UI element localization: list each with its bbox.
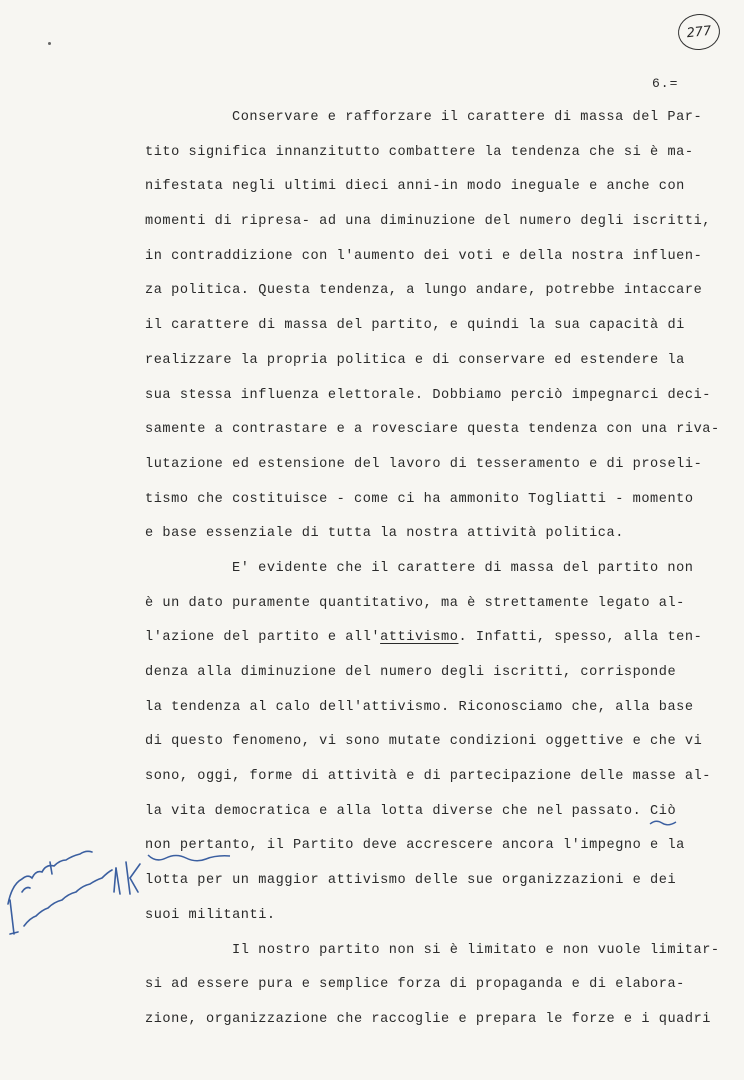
page-stamp [676,12,722,52]
text-line: non pertanto, il Partito deve accrescere ancora l'impegno e la [145,838,685,854]
text-line: lutazione ed estensione del lavoro di tesseramento e di proseli- [145,456,703,472]
stamp-number: 277 [685,23,713,41]
wavy-mark-cio [648,818,678,828]
text-line: suoi militanti. [145,907,276,923]
page-number: 6.= [652,76,679,91]
text-line: E' evidente che il carattere di massa del partito non [232,560,694,576]
text-line: Conservare e rafforzare il carattere di massa del Par- [232,110,703,125]
text-line: la vita democratica e alla lotta diverse che nel passato. Ciò [145,803,677,819]
text-line: samente a contrastare e a rovesciare questa tendenza con una riva- [145,422,720,438]
text-line: in contraddizione con l'aumento dei voti e della nostra influen- [145,248,703,264]
text-line: è un dato puramente quantitativo, ma è strettamente legato al- [145,595,685,611]
text-line: zione, organizzazione che raccoglie e prepara le forze e i quadri [145,1011,711,1027]
text-line: Il nostro partito non si è limitato e non vuole limitar- [232,942,720,958]
text-line: la tendenza al calo dell'attivismo. Riconosciamo che, alla base [145,699,694,715]
text-segment: l'azione del partito e all' [145,630,381,646]
text-line: si ad essere pura e semplice forza di propaganda e di elabora- [145,977,685,993]
text-line: momenti di ripresa- ad una diminuzione del numero degli iscritti, [145,214,711,230]
text-line [145,626,725,661]
text-line: lotta per un maggior attivismo delle sue organizzazioni e dei [145,873,677,889]
body-text [145,106,725,1043]
wavy-mark-non [146,851,232,865]
text-line: e base essenziale di tutta la nostra attività politica. [145,526,624,542]
text-line: za politica. Questa tendenza, a lungo andare, potrebbe intaccare [145,283,703,299]
text-line: il carattere di massa del partito, e quindi la sua capacità di [145,318,685,334]
text-line: tito significa innanzitutto combattere la tendenza che si è ma- [145,144,694,160]
text-line: nifestata negli ultimi dieci anni-in modo ineguale e anche con [145,179,685,195]
text-line: tismo che costituisce - come ci ha ammonito Togliatti - momento [145,491,694,507]
margin-note-handwriting [2,834,142,944]
text-line: sua stessa influenza elettorale. Dobbiamo perciò impegnarci deci- [145,387,711,403]
text-line: realizzare la propria politica e di conservare ed estendere la [145,352,685,368]
text-line: sono, oggi, forme di attività e di partecipazione delle masse al- [145,769,711,785]
text-line: di questo fenomeno, vi sono mutate condizioni oggettive e che vi [145,734,703,750]
text-line: denza alla diminuzione del numero degli iscritti, corrisponde [145,665,677,680]
speck [48,42,51,45]
underlined-word: attivismo [380,630,459,646]
text-segment: . Infatti, spesso, alla ten- [458,630,703,646]
